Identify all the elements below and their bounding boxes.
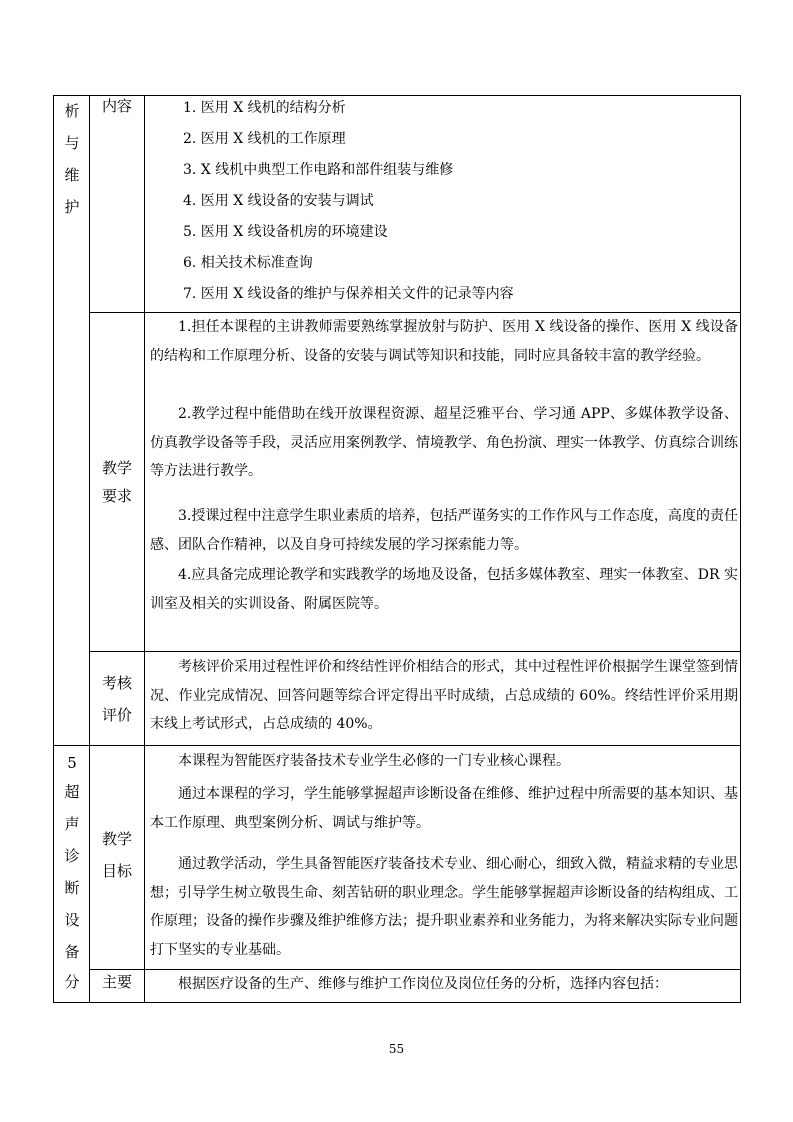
label-teaching-requirements: 教学 [101,459,132,477]
left-char: 分 [64,973,80,991]
requirement-paragraph: 2.教学过程中能借助在线开放课程资源、超星泛雅平台、学习通 APP、多媒体教学设备、仿真教学设备等手段，灵活应用案例教学、情境教学、角色扮演、理实一体教学、仿真综合训练等方法进行教学。 [150,406,738,479]
content-item: 4. 医用 X 线设备的安装与调试 [183,193,374,209]
left-char: 维 [64,166,80,184]
left-char: 超 [64,783,80,801]
content-item: 5. 医用 X 线设备机房的环境建设 [183,224,388,240]
page-number: 55 [388,1042,405,1056]
requirement-paragraph: 1.担任本课程的主讲教师需要熟练掌握放射与防护、医用 X 线设备的操作、医用 X 线设备的结构和工作原理分析、设备的安装与调试等知识和技能，同时应具备较丰富的教学经验。 [150,319,738,364]
left-char: 备 [64,943,80,961]
content-item: 2. 医用 X 线机的工作原理 [183,131,346,147]
left-char: 护 [64,198,80,216]
syllabus-table [53,95,741,1003]
left-char: 5 [67,754,77,772]
main-content-paragraph: 根据医疗设备的生产、维修与维护工作岗位及岗位任务的分析，选择内容包括： [178,976,668,992]
goal-paragraph: 通过教学活动，学生具备智能医疗装备技术专业、细心耐心，细致入微，精益求精的专业思想；引导学生树立敬畏生命、刻苦钻研的职业理念。学生能够掌握超声诊断设备的结构组成、工作原理；设备的操作步骤及维护维修方法；提升职业素养和业务能力，为将来解决实际专业问题打下坚实的专业基础。 [150,856,738,958]
requirement-paragraph: 3.授课过程中注意学生职业素质的培养，包括严谨务实的工作作风与工作态度，高度的责任感、团队合作精神，以及自身可持续发展的学习探索能力等。 [150,508,738,553]
label-teaching-goals: 教学 [101,830,132,848]
left-char: 析 [64,102,80,120]
label-main: 主要 [101,973,132,991]
requirement-paragraph: 4.应具备完成理论教学和实践教学的场地及设备，包括多媒体教室、理实一体教室、DR 实训室及相关的实训设备、附属医院等。 [150,567,738,612]
label-assessment: 评价 [101,706,132,724]
assessment-paragraph: 考核评价采用过程性评价和终结性评价相结合的形式，其中过程性评价根据学生课堂签到情况、作业完成情况、回答问题等综合评定得出平时成绩，占总成绩的 60%。终结性评价采用期末线上考试形式，占总成绩的 40%。 [150,659,738,732]
left-char: 诊 [64,847,80,865]
row-divider-section [54,745,740,746]
content-item: 6. 相关技术标准查询 [183,255,313,271]
label-content: 内容 [101,97,132,115]
left-char: 与 [64,134,80,152]
content-item: 3. X 线机中典型工作电路和部件组装与维修 [183,162,454,178]
content-item: 7. 医用 X 线设备的维护与保养相关文件的记录等内容 [183,286,514,302]
content-item: 1. 医用 X 线机的结构分析 [183,100,346,116]
col-divider-2 [144,96,145,1002]
label-teaching-requirements: 要求 [101,487,132,505]
goal-paragraph: 本课程为智能医疗装备技术专业学生必修的一门专业核心课程。 [178,753,570,769]
goal-paragraph: 通过本课程的学习，学生能够掌握超声诊断设备在维修、维护过程中所需要的基本知识、基本工作原理、典型案例分析、调试与维护等。 [150,786,738,831]
left-char: 声 [64,815,80,833]
label-assessment: 考核 [101,674,132,692]
label-teaching-goals: 目标 [101,862,132,880]
left-char: 断 [64,879,80,897]
left-char: 设 [64,911,80,929]
row-divider-requirements [89,651,740,652]
